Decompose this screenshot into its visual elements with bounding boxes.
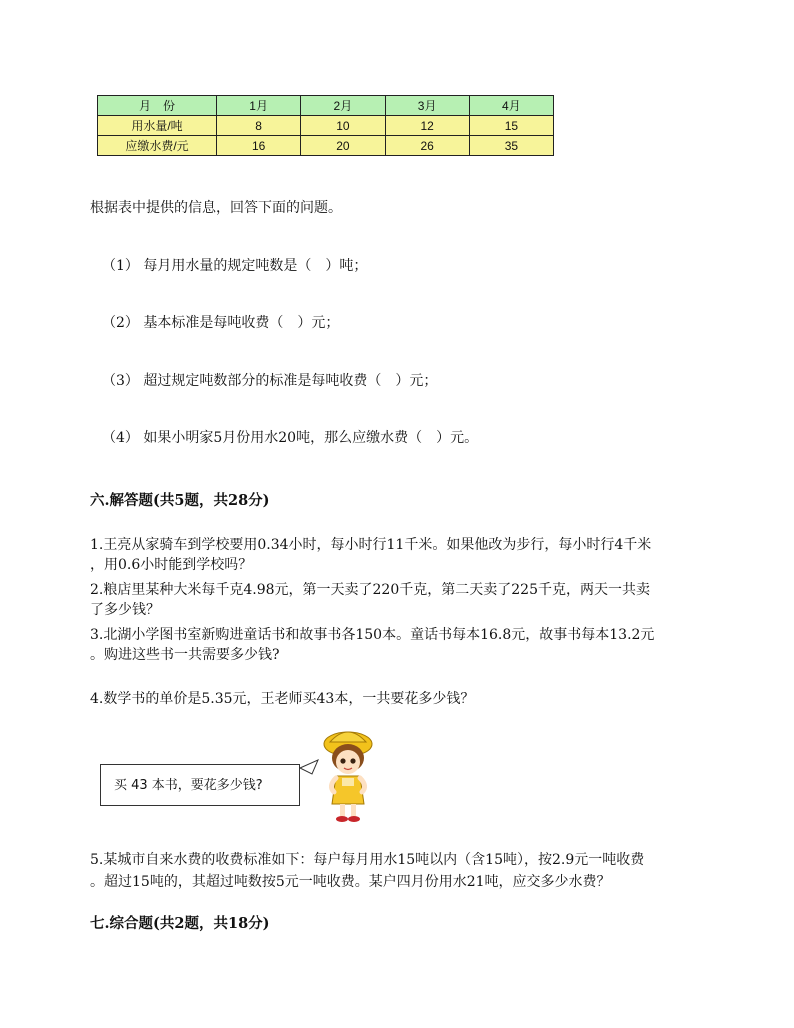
table-header-cell: 月 份 xyxy=(98,96,217,116)
intro-text: 根据表中提供的信息，回答下面的问题。 xyxy=(90,200,342,216)
problem-3-line-1: 3.北湖小学图书室新购进童话书和故事书各150本。童话书每本16.8元，故事书每本13.2元 xyxy=(90,627,655,643)
problem-3-line-2: 。购进这些书一共需要多少钱? xyxy=(90,647,280,663)
problem-1-line-1: 1.王亮从家骑车到学校要用0.34小时，每小时行11千米。如果他改为步行，每小时行4千米 xyxy=(90,537,652,553)
table-cell: 15 xyxy=(469,116,553,136)
table-header-cell: 2月 xyxy=(301,96,385,116)
problem-2-line-2: 了多少钱？ xyxy=(90,602,160,618)
problem-5-line-1: 5.某城市自来水费的收费标准如下：每户每月用水15吨以内（含15吨），按2.9元一吨收费 xyxy=(90,852,645,868)
problem-5-line-2: 。超过15吨的，其超过吨数按5元一吨收费。某户四月份用水21吨，应交多少水费？ xyxy=(90,874,611,890)
table-cell: 16 xyxy=(217,136,301,156)
table-row xyxy=(98,136,554,156)
question-4: （4） 如果小明家5月份用水20吨，那么应缴水费（ ）元。 xyxy=(102,430,479,446)
table-header-cell: 3月 xyxy=(385,96,469,116)
section-7-title: 七.综合题(共2题，共18分) xyxy=(90,915,270,932)
table-cell: 10 xyxy=(301,116,385,136)
girl-illustration xyxy=(298,722,388,827)
table-cell: 26 xyxy=(385,136,469,156)
problem-2-line-1: 2.粮店里某种大米每千克4.98元，第一天卖了220千克，第二天卖了225千克，两天一共卖 xyxy=(90,582,650,598)
table-header-cell: 4月 xyxy=(469,96,553,116)
question-2: （2） 基本标准是每吨收费（ ）元； xyxy=(102,315,340,331)
speech-bubble: 买 43 本书，要花多少钱? xyxy=(100,764,300,806)
water-fee-table xyxy=(97,95,554,156)
table-cell: 35 xyxy=(469,136,553,156)
table-cell: 20 xyxy=(301,136,385,156)
table-row xyxy=(98,116,554,136)
table-header-row xyxy=(98,96,554,116)
section-6-title: 六.解答题(共5题，共28分) xyxy=(90,492,270,509)
table-header-cell: 1月 xyxy=(217,96,301,116)
table-cell: 12 xyxy=(385,116,469,136)
problem-1-line-2: ，用0.6小时能到学校吗？ xyxy=(90,557,253,573)
table-cell: 8 xyxy=(217,116,301,136)
table-cell: 应缴水费/元 xyxy=(98,136,217,156)
question-1: （1） 每月用水量的规定吨数是（ ）吨； xyxy=(102,258,368,274)
table-cell: 用水量/吨 xyxy=(98,116,217,136)
question-3: （3） 超过规定吨数部分的标准是每吨收费（ ）元； xyxy=(102,373,438,389)
problem-4: 4.数学书的单价是5.35元，王老师买43本，一共要花多少钱？ xyxy=(90,691,475,707)
